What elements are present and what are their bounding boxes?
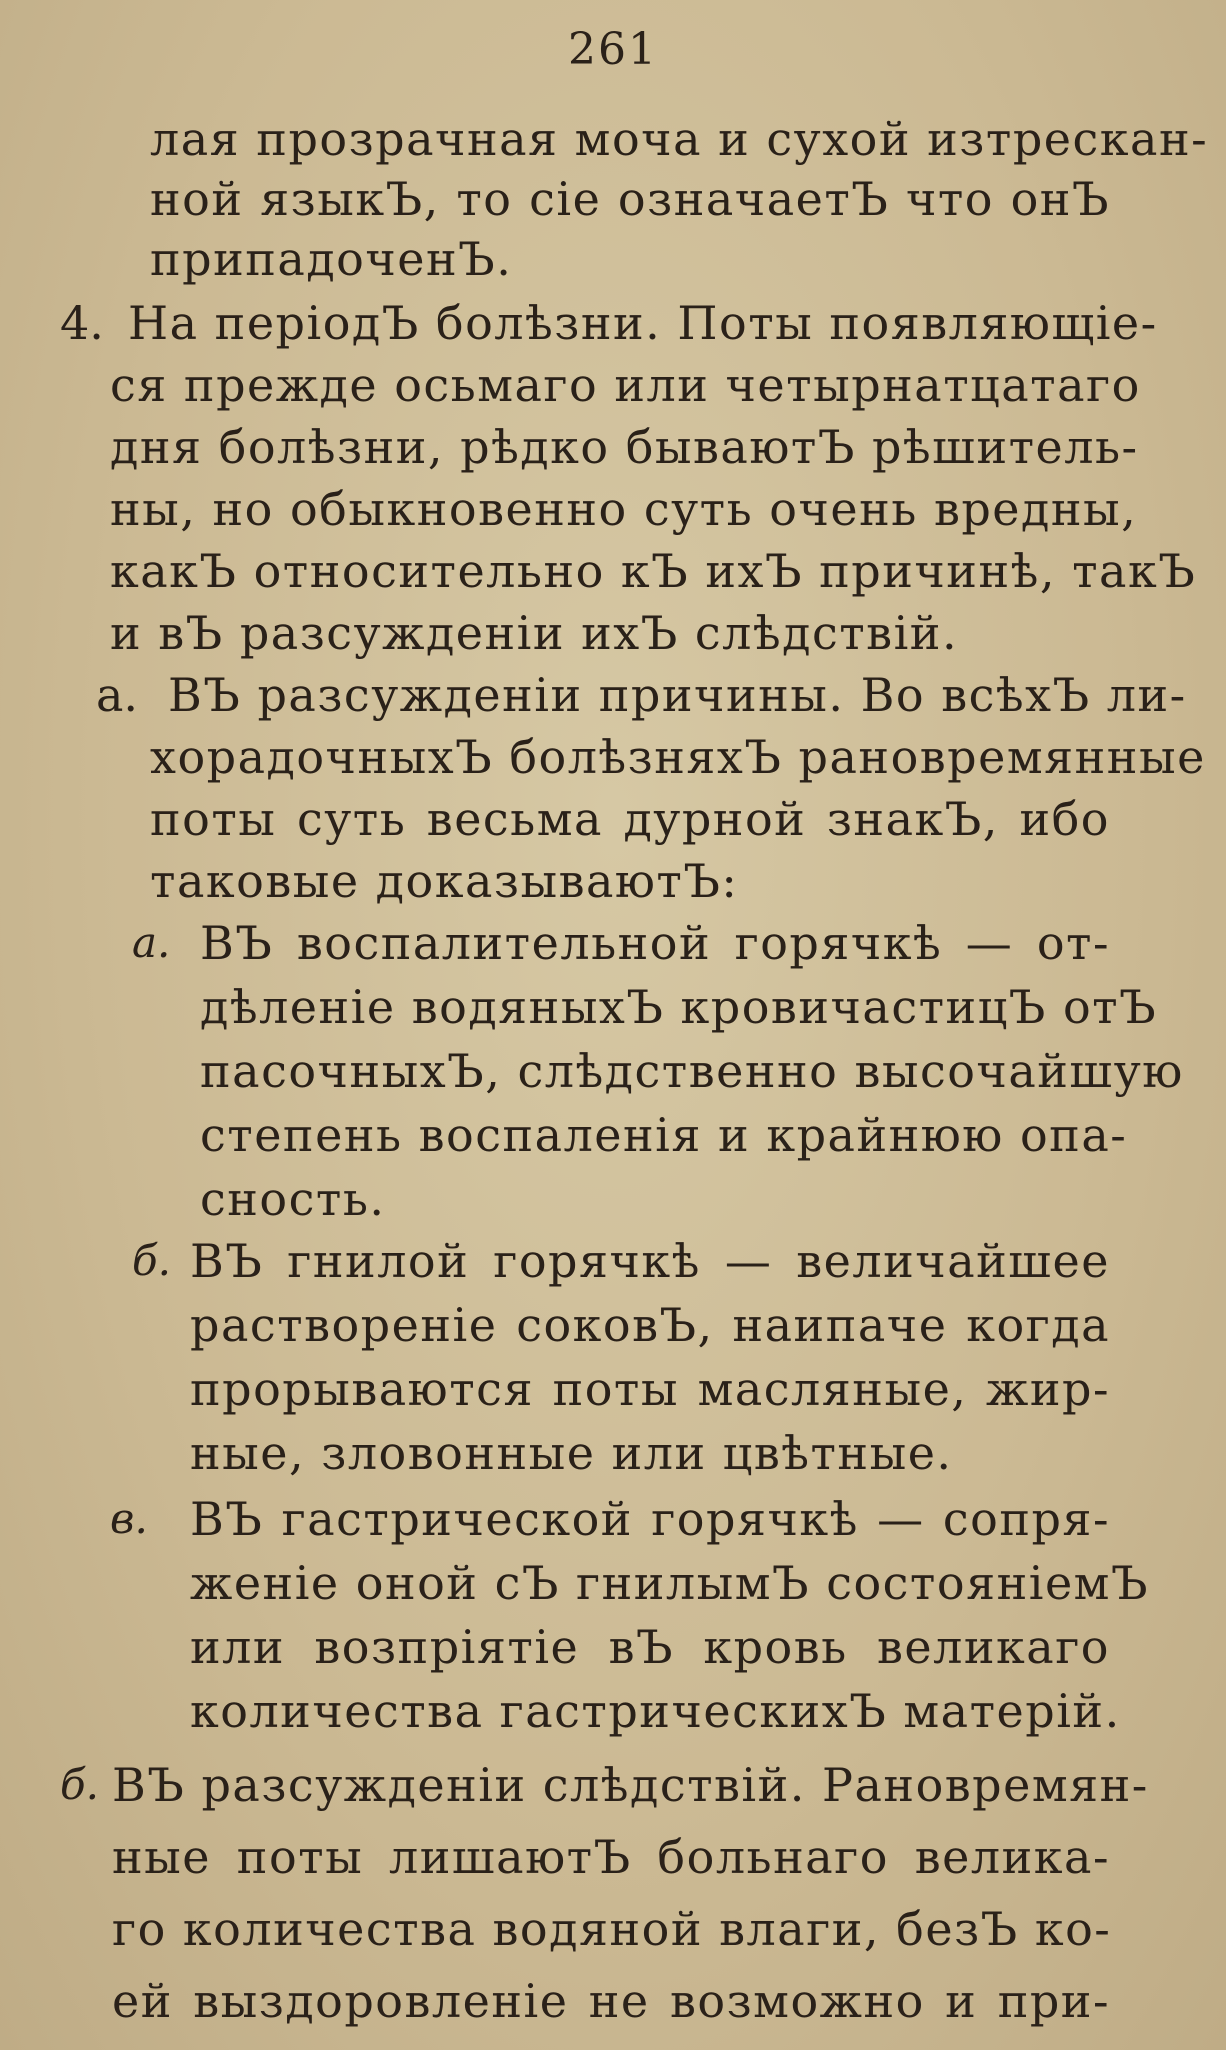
text-line — [0, 412, 1226, 482]
text-line — [0, 972, 1226, 1042]
line-text: прорываются поты масляные, жир- — [190, 1362, 1110, 1416]
text-line — [0, 1418, 1226, 1488]
line-text: хорадочныхЪ болѣзняхЪ рановремянные — [150, 730, 1206, 784]
text-line — [0, 1354, 1226, 1424]
line-text: ВЪ гнилой горячкѣ — величайшее — [190, 1234, 1110, 1288]
line-text: го количества водяной влаги, безЪ ко- — [112, 1902, 1112, 1956]
line-text: ВЪ разсужденіи слѣдствій. Рановремян- — [112, 1758, 1149, 1812]
line-text: и вЪ разсужденіи ихЪ слѣдствій. — [110, 606, 959, 660]
line-text: сность. — [200, 1172, 386, 1226]
text-line — [0, 1966, 1226, 2036]
line-text: какЪ относительно кЪ ихЪ причинѣ, такЪ — [110, 544, 1197, 598]
list-marker: б. — [60, 1760, 99, 1809]
text-line — [0, 598, 1226, 668]
line-text: таковые доказываютЪ: — [150, 854, 739, 908]
line-text: дѣленіе водяныхЪ кровичастицЪ отЪ — [200, 980, 1158, 1034]
text-line — [0, 1822, 1226, 1892]
text-line — [0, 1290, 1226, 1360]
text-line — [0, 1548, 1226, 1618]
text-line — [0, 474, 1226, 544]
line-text: лая прозрачная моча и сухой изтрескан- — [150, 112, 1209, 166]
page-number: 261 — [568, 24, 658, 75]
line-text: ВЪ гастрической горячкѣ — сопря- — [190, 1492, 1110, 1546]
line-text: На періодЪ болѣзни. Поты появляющіе- — [128, 296, 1158, 350]
line-text: дня болѣзни, рѣдко бываютЪ рѣшитель- — [110, 420, 1139, 474]
list-marker: a. — [96, 668, 139, 722]
text-line — [0, 1612, 1226, 1682]
text-line — [0, 1894, 1226, 1964]
line-text: женіе оной сЪ гнилымЪ состояніемЪ — [190, 1556, 1150, 1610]
list-marker: а. — [132, 918, 171, 967]
list-marker: б. — [132, 1236, 171, 1285]
line-text: поты суть весьма дурной знакЪ, ибо — [150, 792, 1110, 846]
line-text: ВЪ разсужденіи причины. Во всѣхЪ ли- — [168, 668, 1187, 722]
text-line — [0, 1164, 1226, 1234]
list-marker: 4. — [60, 296, 104, 350]
line-text: ной языкЪ, то сіе означаетЪ что онЪ — [150, 172, 1110, 226]
text-line — [0, 1676, 1226, 1746]
list-marker: в. — [110, 1494, 148, 1543]
line-text: пасочныхЪ, слѣдственно высочайшую — [200, 1044, 1184, 1098]
line-text: ные, зловонные или цвѣтные. — [190, 1426, 953, 1480]
line-text: или возпріятіе вЪ кровь великаго — [190, 1620, 1110, 1674]
text-line — [0, 660, 1226, 730]
text-line — [0, 908, 1226, 978]
text-line — [0, 350, 1226, 420]
line-text: ей выздоровленіе не возможно и при- — [112, 1974, 1110, 2028]
line-text: ны, но обыкновенно суть очень вредны, — [110, 482, 1138, 536]
text-line — [0, 536, 1226, 606]
text-line — [0, 1484, 1226, 1554]
line-text: количества гастрическихЪ матерій. — [190, 1684, 1121, 1738]
text-line — [0, 224, 1226, 294]
line-text: степень воспаленія и крайнюю опа- — [200, 1108, 1128, 1162]
line-text: ные поты лишаютЪ больнаго велика- — [112, 1830, 1110, 1884]
line-text: припадоченЪ. — [150, 232, 513, 286]
text-line — [0, 784, 1226, 854]
text-line — [0, 1226, 1226, 1296]
text-line — [0, 288, 1226, 358]
line-text: раствореніе соковЪ, наипаче когда — [190, 1298, 1110, 1352]
line-text: ся прежде осьмаго или четырнатцатаго — [110, 358, 1141, 412]
text-line — [0, 722, 1226, 792]
text-line — [0, 1036, 1226, 1106]
text-line — [0, 1750, 1226, 1820]
line-text: ВЪ воспалительной горячкѣ — от- — [200, 916, 1110, 970]
text-line — [0, 1100, 1226, 1170]
text-line — [0, 846, 1226, 916]
